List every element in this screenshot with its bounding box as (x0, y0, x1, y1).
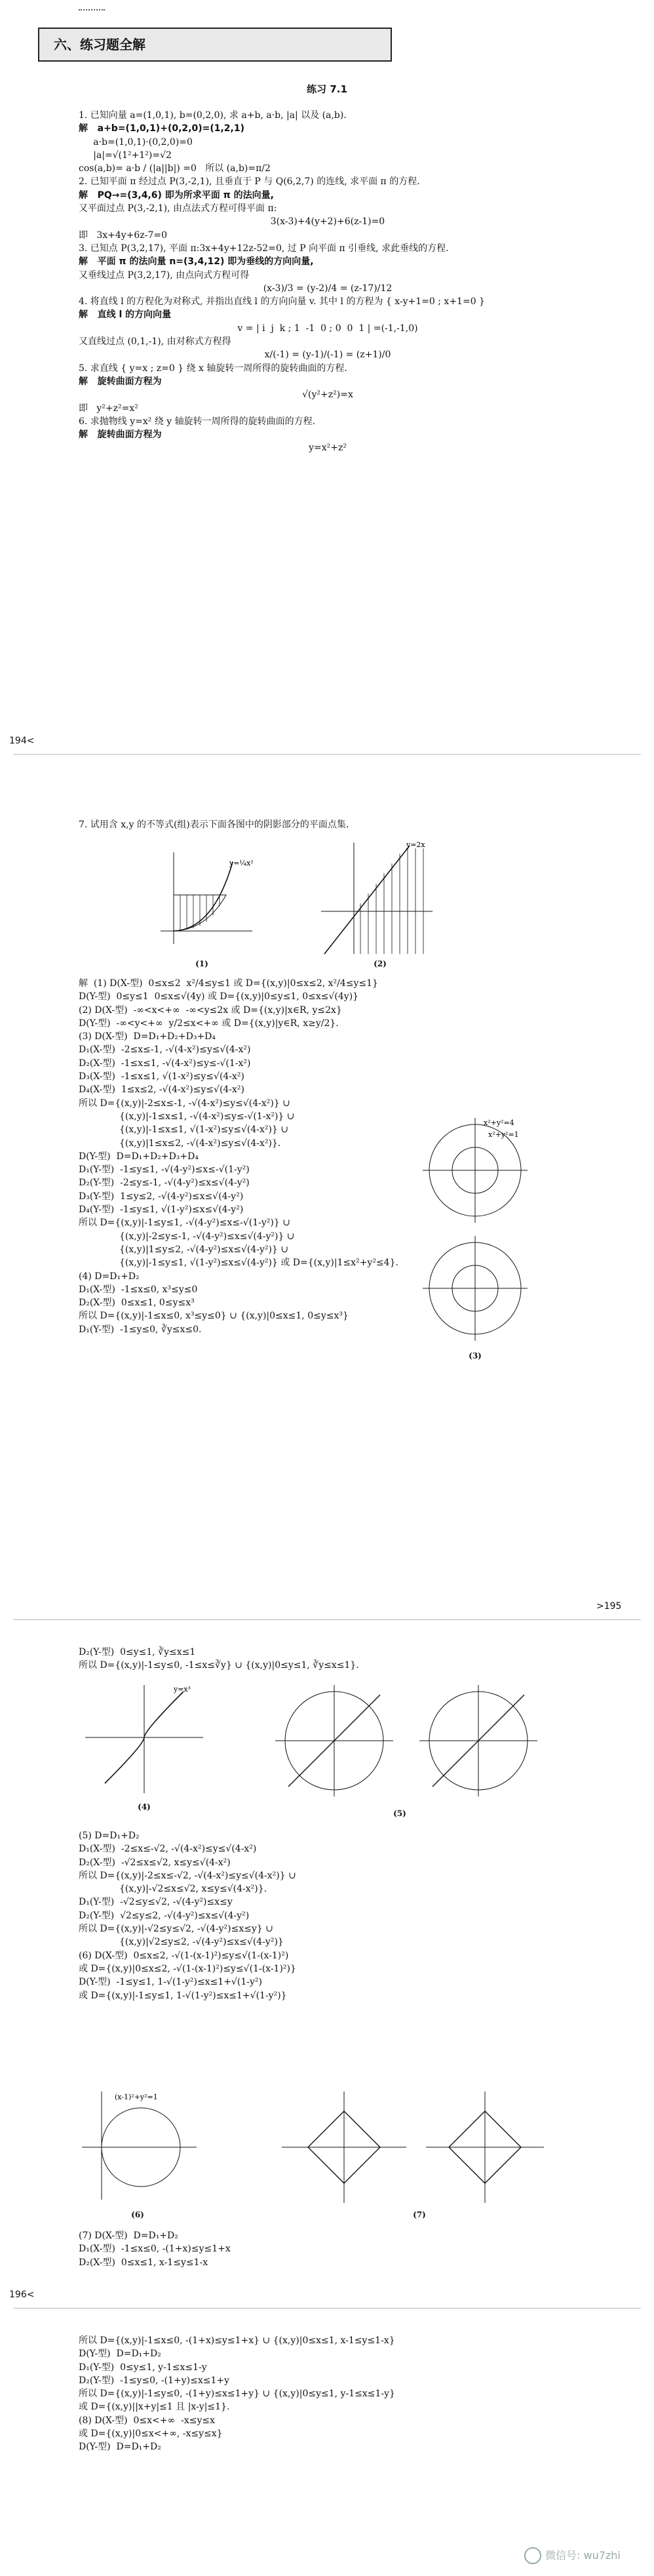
block1-line: x/(-1) = (y-1)/(-1) = (z+1)/0 (264, 349, 391, 361)
block2-line: 所以 D={(x,y)|-1≤y≤1, -√(4-y²)≤x≤-√(1-y²)} ∪ (79, 1218, 290, 1229)
block1-line: 解 直线 l 的方向向量 (79, 309, 172, 321)
exercise-title: 练习 7.1 (307, 83, 347, 95)
block6-line: D(Y-型) D=D₁+D₂ (79, 2348, 161, 2360)
block1-line: (x-3)/3 = (y-2)/4 = (z-17)/12 (263, 283, 393, 294)
figure-6-caption: (6) (131, 2210, 144, 2219)
header-decoration (79, 9, 105, 13)
figure-4-curve-label: y=x³ (174, 1685, 191, 1694)
block2-line: {(x,y)|-1≤x≤1, -√(4-x²)≤y≤-√(1-x²)} ∪ (119, 1111, 295, 1122)
block2-line: {(x,y)|1≤x≤2, -√(4-x²)≤y≤√(4-x²)}. (119, 1138, 281, 1149)
block1-line: 2. 已知平面 π 经过点 P(3,-2,1), 且垂直于 P 与 Q(6,2,7) 的连线, 求平面 π 的方程. (79, 176, 420, 188)
block1-line: 3(x-3)+4(y+2)+6(z-1)=0 (270, 216, 385, 228)
figure-3 (419, 1115, 531, 1351)
block2-line: D₂(X-型) -1≤x≤1, -√(4-x²)≤y≤-√(1-x²) (79, 1058, 251, 1069)
block1-line: cos(a,b)= a·b / (|a||b|) =0 所以 (a,b)=π/2 (79, 163, 271, 174)
block4-line: D₁(Y-型) -√2≤y≤√2, -√(4-y²)≤x≤y (79, 1897, 233, 1908)
block2-line: D₁(X-型) -2≤x≤-1, -√(4-x²)≤y≤√(4-x²) (79, 1044, 251, 1056)
block1-line: 又垂线过点 P(3,2,17), 由点向式方程可得 (79, 269, 250, 281)
block5-line: D₁(X-型) -1≤x≤0, -(1+x)≤y≤1+x (79, 2244, 231, 2255)
block1-line: 解 a+b=(1,0,1)+(0,2,0)=(1,2,1) (79, 123, 244, 134)
block1-line: 解 平面 π 的法向量 n=(3,4,12) 即为垂线的方向向量, (79, 256, 314, 268)
block1-line: |a|=√(1²+1²)=√2 (79, 149, 172, 161)
block4-line: 所以 D={(x,y)|-2≤x≤-√2, -√(4-x²)≤y≤√(4-x²)} ∪ (79, 1870, 296, 1881)
block1-line: 即 3x+4y+6z-7=0 (79, 229, 167, 241)
block4-line: (6) D(X-型) 0≤x≤2, -√(1-(x-1)²)≤y≤√(1-(x-1)²) (79, 1950, 289, 1961)
block6-line: D₁(Y-型) 0≤y≤1, y-1≤x≤1-y (79, 2362, 207, 2373)
block4-line: 或 D={(x,y)|0≤x≤2, -√(1-(x-1)²)≤y≤√(1-(x-1)²)} (79, 1963, 296, 1974)
solution-7-8-continued (79, 2334, 577, 2454)
figure-2-caption: (2) (374, 959, 387, 968)
block2-line: D₃(X-型) -1≤x≤1, √(1-x²)≤y≤√(4-x²) (79, 1071, 245, 1082)
solution-7 (79, 2229, 577, 2269)
exercise-7-statement (79, 818, 577, 831)
block6-line: D₂(Y-型) -1≤y≤0, -(1+y)≤x≤1+y (79, 2375, 230, 2386)
block2-line: 解 (1) D(X-型) 0≤x≤2 x²/4≤y≤1 或 D={(x,y)|0≤x≤2, x²/4≤y≤1} (79, 978, 378, 989)
block6-line: 或 D={(x,y)|0≤x<+∞, -x≤y≤x} (79, 2428, 223, 2440)
figure-3-outer-label: x²+y²=4 (484, 1119, 514, 1127)
block4-line: D₂(X-型) -√2≤x≤√2, x≤y≤√(4-x²) (79, 1857, 231, 1868)
block2-line: D₁(X-型) -1≤x≤0, x³≤y≤0 (79, 1284, 198, 1295)
block1-line: √(y²+z²)=x (302, 389, 353, 401)
block1-line: 即 y²+z²=x² (79, 403, 138, 414)
block6-line: 所以 D={(x,y)|-1≤y≤0, -(1+y)≤x≤1+y} ∪ {(x,y)|0≤y≤1, y-1≤x≤1-y} (79, 2388, 395, 2400)
block2-line: D₁(Y-型) -1≤y≤0, ∛y≤x≤0. (79, 1324, 202, 1335)
figure-3-caption: (3) (469, 1351, 482, 1360)
block4-line: D₂(Y-型) √2≤y≤2, -√(4-y²)≤x≤√(4-y²) (79, 1910, 250, 1921)
figure-2 (315, 839, 439, 957)
block1-line: 1. 已知向量 a=(1,0,1), b=(0,2,0), 求 a+b, a·b, |a| 以及 (a,b). (79, 110, 347, 121)
section-header: 六、练习题全解 (38, 28, 392, 62)
block3-line: 所以 D={(x,y)|-1≤y≤0, -1≤x≤∛y} ∪ {(x,y)|0≤y≤1, ∛y≤x≤1}. (79, 1660, 359, 1671)
block1-line: a·b=(1,0,1)·(0,2,0)=0 (79, 136, 193, 148)
block6-line: 所以 D={(x,y)|-1≤x≤0, -(1+x)≤y≤1+x} ∪ {(x,y)|0≤x≤1, x-1≤y≤1-x} (79, 2335, 395, 2346)
block2-line: D₄(Y-型) -1≤y≤1, √(1-y²)≤x≤√(4-y²) (79, 1204, 244, 1216)
block6-line: (8) D(X-型) 0≤x<+∞ -x≤y≤x (79, 2415, 215, 2426)
block1-line: 4. 将直线 l 的方程化为对称式, 并指出直线 l 的方向向量 v. 其中 l 的方程为 { x-y+1=0 ; x+1=0 } (79, 296, 485, 307)
block4-line: (5) D=D₁+D₂ (79, 1831, 140, 1841)
block4-line: 所以 D={(x,y)|-√2≤y≤√2, -√(4-y²)≤x≤y} ∪ (79, 1924, 273, 1935)
block5-line: (7) D(X-型) D=D₁+D₂ (79, 2230, 178, 2241)
block2-line: 所以 D={(x,y)|-1≤x≤0, x³≤y≤0} ∪ {(x,y)|0≤x≤1, 0≤y≤x³} (79, 1311, 349, 1322)
block1-line: 5. 求直线 { y=x ; z=0 } 绕 x 轴旋转一周所得的旋转曲面的方程. (79, 363, 347, 374)
block6-line: 或 D={(x,y)||x+y|≤1 且 |x-y|≤1}. (79, 2402, 230, 2413)
block2-line: {(x,y)|1≤y≤2, -√(4-y²)≤x≤√(4-y²)} ∪ (119, 1244, 289, 1255)
figure-7 (275, 2085, 550, 2209)
block1-line: 6. 求抛物线 y=x² 绕 y 轴旋转一周所得的旋转曲面的方程. (79, 416, 316, 427)
block2-line: {(x,y)|-2≤y≤-1, -√(4-y²)≤x≤√(4-y²)} ∪ (119, 1231, 295, 1242)
block2-line: D₃(Y-型) 1≤y≤2, -√(4-y²)≤x≤√(4-y²) (79, 1191, 244, 1202)
block6-line: D(Y-型) D=D₁+D₂ (79, 2442, 161, 2453)
page-number-195: >195 (596, 1601, 622, 1612)
block2-line: (2) D(X-型) -∞<x<+∞ -∞<y≤2x 或 D={(x,y)|x∈R, y≤2x} (79, 1004, 342, 1016)
figure-5 (269, 1678, 544, 1803)
block2-line: 7. 试用含 x,y 的不等式(组)表示下面各图中的阴影部分的平面点集. (79, 820, 349, 830)
block2-line: (4) D=D₁+D₂ (79, 1271, 140, 1282)
block1-line: y=x²+z² (309, 443, 347, 454)
block2-line: D₂(X-型) 0≤x≤1, 0≤y≤x³ (79, 1298, 195, 1309)
block1-line: 解 旋转曲面方程为 (79, 429, 162, 441)
block1-line: 3. 已知点 P(3,2,17), 平面 π:3x+4y+12z-52=0, 过 P 向平面 π 引垂线, 求此垂线的方程. (79, 243, 449, 254)
solution-5-6 (79, 1829, 577, 2002)
figure-2-line-label: y=2x (406, 841, 425, 849)
block2-line: {(x,y)|-1≤y≤1, √(1-y²)≤x≤√(4-y²)} 或 D={(x,y)|1≤x²+y²≤4}. (119, 1258, 398, 1269)
block1-line: v = | i j k ; 1 -1 0 ; 0 0 1 | =(-1,-1,0) (237, 323, 418, 334)
page-divider (13, 754, 641, 755)
block1-line: 又平面过点 P(3,-2,1), 由点法式方程可得平面 π: (79, 203, 277, 214)
block2-line: {(x,y)|-1≤x≤1, √(1-x²)≤y≤√(4-x²)} ∪ (119, 1124, 289, 1136)
block2-line: (3) D(X-型) D=D₁+D₂+D₃+D₄ (79, 1031, 216, 1042)
figure-1-curve-label: y=¼x² (229, 859, 254, 867)
block5-line: D₂(X-型) 0≤x≤1, x-1≤y≤1-x (79, 2257, 208, 2268)
block2-line: D(Y-型) 0≤y≤1 0≤x≤√(4y) 或 D={(x,y)|0≤y≤1, 0≤x≤√(4y)} (79, 991, 359, 1002)
block2-line: D₁(Y-型) -1≤y≤1, -√(4-y²)≤x≤-√(1-y²) (79, 1164, 250, 1176)
block1-line: 解 PQ→=(3,4,6) 即为所求平面 π 的法向量, (79, 189, 274, 201)
figure-3-inner-label: x²+y²=1 (488, 1130, 519, 1139)
block2-line: D(Y-型) -∞<y<+∞ y/2≤x<+∞ 或 D={(x,y)|y∈R, x≥y/2}. (79, 1018, 339, 1029)
wechat-icon (524, 2547, 541, 2564)
block2-line: D(Y-型) D=D₁+D₂+D₃+D₄ (79, 1151, 199, 1162)
figure-4-caption: (4) (138, 1802, 151, 1812)
block2-line: 所以 D={(x,y)|-2≤x≤-1, -√(4-x²)≤y≤√(4-x²)} ∪ (79, 1098, 290, 1109)
page-number-194: 194< (9, 736, 35, 746)
block2-line: D₄(X-型) 1≤x≤2, -√(4-x²)≤y≤√(4-x²) (79, 1084, 245, 1096)
figure-1 (147, 846, 259, 951)
block4-line: 或 D={(x,y)|-1≤y≤1, 1-√(1-y²)≤x≤1+√(1-y²)} (79, 1990, 287, 2001)
figure-1-caption: (1) (195, 959, 208, 968)
watermark (524, 2544, 649, 2567)
figure-4 (79, 1678, 210, 1796)
block4-line: {(x,y)|-√2≤x≤√2, x≤y≤√(4-x²)}. (119, 1884, 267, 1895)
block4-line: D(Y-型) -1≤y≤1, 1-√(1-y²)≤x≤1+√(1-y²) (79, 1977, 262, 1988)
solution-4-continued (79, 1646, 577, 1673)
block3-line: D₂(Y-型) 0≤y≤1, ∛y≤x≤1 (79, 1647, 196, 1657)
figure-6 (75, 2085, 200, 2203)
page-divider (13, 1619, 641, 1620)
figure-5-caption: (5) (393, 1809, 406, 1818)
block4-line: {(x,y)|√2≤y≤2, -√(4-y²)≤x≤√(4-y²)} (119, 1937, 284, 1948)
page-number-196: 196< (9, 2289, 35, 2300)
block2-line: D₂(Y-型) -2≤y≤-1, -√(4-y²)≤x≤√(4-y²) (79, 1178, 250, 1189)
exercises-1-to-6 (79, 109, 577, 455)
block4-line: D₁(X-型) -2≤x≤-√2, -√(4-x²)≤y≤√(4-x²) (79, 1844, 257, 1855)
figure-7-caption: (7) (413, 2210, 426, 2219)
watermark-text: 微信号: wu7zhi (545, 2549, 621, 2562)
block1-line: 解 旋转曲面方程为 (79, 376, 162, 387)
figure-6-circle-label: (x-1)²+y²=1 (115, 2093, 158, 2101)
block1-line: 又直线过点 (0,1,-1), 由对称式方程得 (79, 336, 231, 347)
